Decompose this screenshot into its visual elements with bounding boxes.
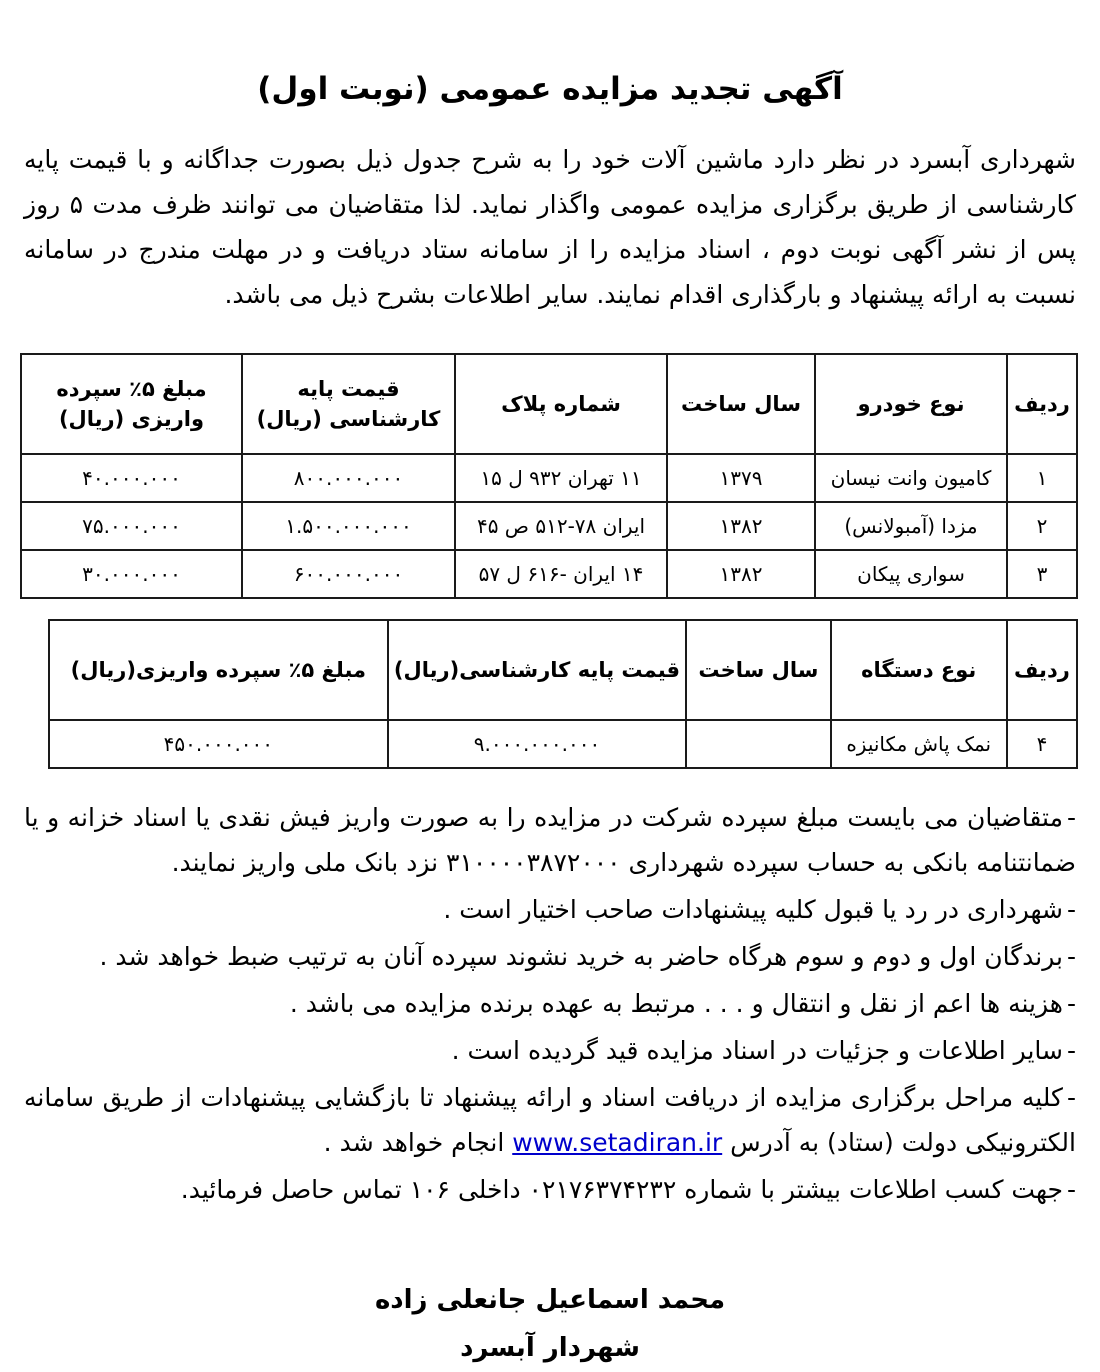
table-row [21,454,1077,502]
bank-account-number: ۳۱۰۰۰۰۳۸۷۲۰۰۰ [446,848,621,878]
col-header-price: قیمت پایه کارشناسی (ریال) [242,354,455,454]
cell-radif: ۴ [1007,720,1077,768]
note-text-after: انجام خواهد شد . [323,1128,513,1158]
cell-plate: ۱۱ تهران ۹۳۲ ل ۱۵ [455,454,667,502]
note-text: شهرداری در رد یا قبول کلیه پیشنهادات صاحب اختیار است . [443,895,1063,925]
note-item-discretion [22,887,1078,932]
note-dash: - [1066,942,1076,972]
note-dash: - [1066,1036,1076,1066]
col-header-year: سال ساخت [667,354,815,454]
note-text-after: نزد بانک ملی واریز نمایند. [171,848,447,878]
note-text: هزینه ها اعم از نقل و انتقال و . . . مرتبط به عهده برنده مزایده می باشد . [289,989,1063,1019]
intro-paragraph: شهرداری آبسرد در نظر دارد ماشین آلات خود را به شرح جدول ذیل بصورت جداگانه و با قیمت پایه کارشناسی از طریق برگزاری مزایده عمومی واگذار نماید. لذا متقاضیان می توانند ظرف مدت ۵ روز پس از نشر آگهی نوبت دوم ، اسناد مزایده را از سامانه ستاد دریافت و در مهلت مندرج در سامانه نسبت به ارائه پیشنهاد و بارگذاری اقدام نمایند. سایر اطلاعات بشرح ذیل می باشد. [24,145,1076,310]
note-dash: - [1066,803,1076,833]
page-title: آگهی تجدید مزایده عمومی (نوبت اول) [257,70,843,107]
machine-table-header-row [49,620,1077,720]
setadiran-link[interactable]: www.setadiran.ir [512,1128,723,1158]
cell-year: ۱۳۸۲ [667,550,815,598]
cell-year [686,720,830,768]
cell-year: ۱۳۷۹ [667,454,815,502]
signatory-role: شهردار آبسرد [460,1333,640,1364]
table-row [21,502,1077,550]
cell-price: ۸۰۰.۰۰۰.۰۰۰ [242,454,455,502]
signature-block [22,1276,1078,1372]
note-text-before: متقاضیان می بایست مبلغ سپرده شرکت در مزایده را به صورت واریز فیش نقدی یا اسناد خزانه و یا ضمانتنامه بانکی به حساب سپرده شهرداری [24,803,1076,878]
note-dash: - [1066,895,1076,925]
machine-table [48,619,1078,769]
col-header-radif: ردیف [1007,620,1077,720]
cell-radif: ۲ [1007,502,1077,550]
col-header-deposit: مبلغ ۵٪ سپرده واریزی(ریال) [49,620,388,720]
cell-radif: ۳ [1007,550,1077,598]
note-item-portal [22,1075,1078,1165]
note-item-costs [22,981,1078,1026]
note-text: سایر اطلاعات و جزئیات در اسناد مزایده قید گردیده است . [451,1036,1063,1066]
cell-price: ۹.۰۰۰.۰۰۰.۰۰۰ [388,720,687,768]
note-item-contact [22,1167,1078,1212]
document-page [0,21,1100,1364]
col-header-type: نوع خودرو [815,354,1007,454]
note-dash: - [1066,1175,1076,1205]
cell-price: ۶۰۰.۰۰۰.۰۰۰ [242,550,455,598]
col-header-plate: شماره پلاک [455,354,667,454]
signatory-name: محمد اسماعیل جانعلی زاده [374,1285,726,1316]
note-item-details [22,1028,1078,1073]
cell-deposit: ۷۵.۰۰۰.۰۰۰ [21,502,242,550]
cell-deposit: ۴۵۰.۰۰۰.۰۰۰ [49,720,388,768]
note-item-winners [22,934,1078,979]
machine-table-wrapper [22,619,1078,769]
table-row [49,720,1077,768]
cell-deposit: ۴۰.۰۰۰.۰۰۰ [21,454,242,502]
cell-type: سواری پیکان [815,550,1007,598]
cell-type: مزدا (آمبولانس) [815,502,1007,550]
col-header-type: نوع دستگاه [831,620,1007,720]
cell-type: کامیون وانت نیسان [815,454,1007,502]
cell-price: ۱.۵۰۰.۰۰۰.۰۰۰ [242,502,455,550]
note-text: جهت کسب اطلاعات بیشتر با شماره ۰۲۱۷۶۳۷۴۲۳۲ داخلی ۱۰۶ تماس حاصل فرمائید. [180,1175,1063,1205]
cell-plate: ایران ۷۸-۵۱۲ ص ۴۵ [455,502,667,550]
notes-list [22,795,1078,1212]
note-text-before: کلیه مراحل برگزاری مزایده از دریافت اسناد و ارائه پیشنهاد تا بازگشایی پیشنهادات از طریق سامانه الکترونیکی دولت (ستاد) به آدرس [24,1083,1076,1158]
col-header-deposit: مبلغ ۵٪ سپرده واریزی (ریال) [21,354,242,454]
table-row [21,550,1077,598]
cell-year: ۱۳۸۲ [667,502,815,550]
cell-radif: ۱ [1007,454,1077,502]
note-dash: - [1066,989,1076,1019]
col-header-radif: ردیف [1007,354,1077,454]
vehicle-table-header-row [21,354,1077,454]
vehicle-table [20,353,1078,599]
note-item-deposit [22,795,1078,885]
note-dash: - [1066,1083,1076,1113]
col-header-price: قیمت پایه کارشناسی(ریال) [388,620,687,720]
cell-plate: ۱۴ ایران -۶۱۶ ل ۵۷ [455,550,667,598]
cell-type: نمک پاش مکانیزه [831,720,1007,768]
col-header-year: سال ساخت [686,620,830,720]
note-text: برندگان اول و دوم و سوم هرگاه حاضر به خرید نشوند سپرده آنان به ترتیب ضبط خواهد شد . [99,942,1063,972]
cell-deposit: ۳۰.۰۰۰.۰۰۰ [21,550,242,598]
vehicle-table-wrapper [22,353,1078,599]
